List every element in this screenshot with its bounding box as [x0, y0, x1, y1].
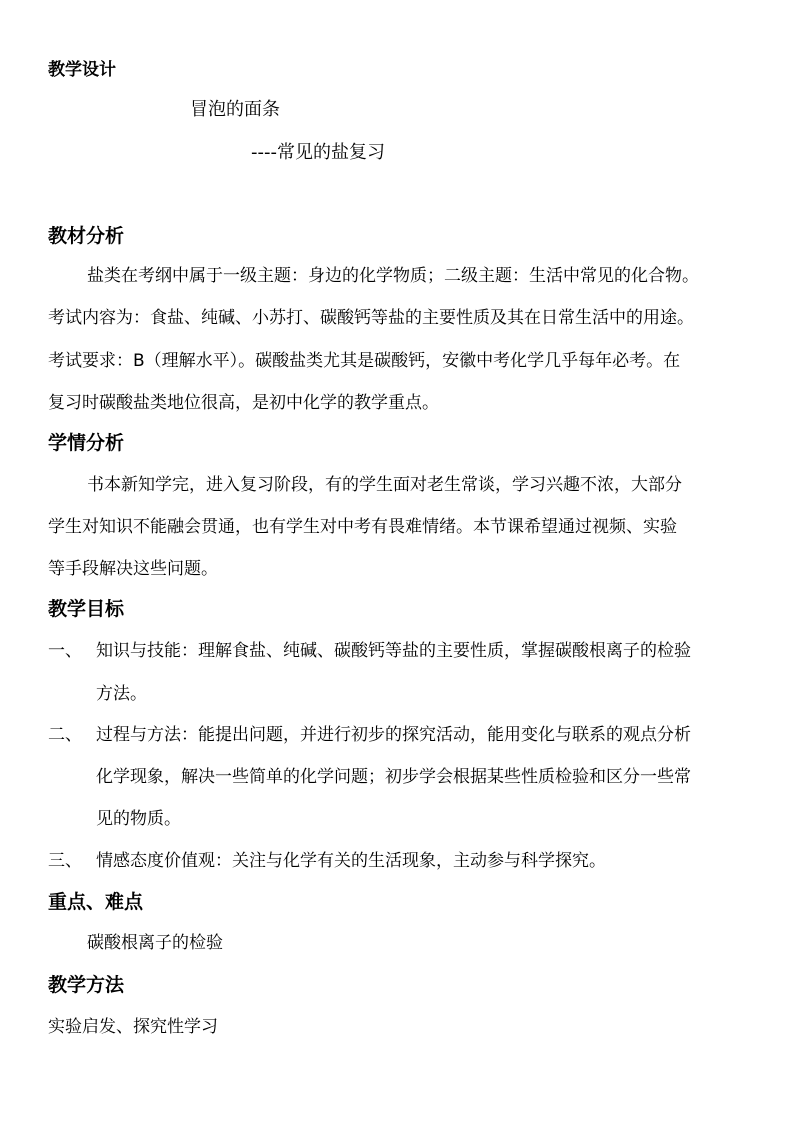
section-heading-methods: 教学方法: [48, 974, 125, 996]
doc-label: 教学设计: [48, 60, 116, 80]
lesson-subtitle: ----常见的盐复习: [251, 142, 385, 163]
goal-line: 方法。: [96, 684, 147, 704]
paragraph-line: 学生对知识不能融会贯通，也有学生对中考有畏难情绪。本节课希望通过视频、实验: [48, 517, 677, 537]
paragraph-line: 复习时碳酸盐类地位很高，是初中化学的教学重点。: [48, 393, 439, 413]
goal-line: 情感态度价值观：关注与化学有关的生活现象，主动参与科学探究。: [96, 851, 606, 871]
paragraph-line: 盐类在考纲中属于一级主题：身边的化学物质；二级主题：生活中常见的化合物。: [87, 266, 699, 286]
goal-number: 一、: [48, 641, 82, 661]
goal-line: 见的物质。: [96, 809, 181, 829]
paragraph-line: 等手段解决这些问题。: [48, 559, 218, 579]
section-heading-key-points: 重点、难点: [48, 891, 144, 913]
lesson-title: 冒泡的面条: [190, 99, 280, 120]
goal-number: 三、: [48, 851, 82, 871]
paragraph-line: 考试内容为：食盐、纯碱、小苏打、碳酸钙等盐的主要性质及其在日常生活中的用途。: [48, 308, 694, 328]
paragraph-line: 书本新知学完，进入复习阶段，有的学生面对老生常谈，学习兴趣不浓，大部分: [87, 475, 682, 495]
section-heading-materials: 教材分析: [48, 225, 125, 247]
goal-line: 过程与方法：能提出问题，并进行初步的探究活动，能用变化与联系的观点分析: [96, 725, 691, 745]
key-points-text: 碳酸根离子的检验: [87, 933, 223, 953]
goal-line: 化学现象，解决一些简单的化学问题；初步学会根据某些性质检验和区分一些常: [96, 767, 691, 787]
goal-number: 二、: [48, 725, 82, 745]
goal-line: 知识与技能：理解食盐、纯碱、碳酸钙等盐的主要性质，掌握碳酸根离子的检验: [96, 641, 691, 661]
paragraph-line: 考试要求：B（理解水平）。碳酸盐类尤其是碳酸钙，安徽中考化学几乎每年必考。在: [48, 351, 681, 371]
methods-text: 实验启发、探究性学习: [48, 1017, 218, 1037]
section-heading-students: 学情分析: [48, 432, 125, 454]
section-heading-goals: 教学目标: [48, 598, 125, 620]
